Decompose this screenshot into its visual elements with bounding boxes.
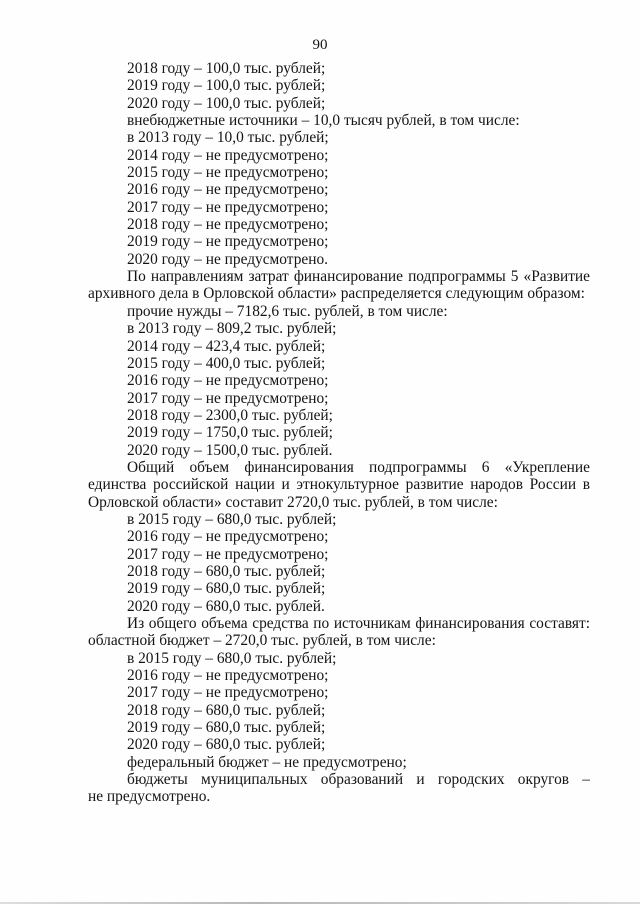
text-line: 2014 году – не предусмотрено; [127,146,329,164]
text-line: не предусмотрено. [88,788,211,806]
text-line: 2016 году – не предусмотрено; [127,181,329,199]
text-line: 2017 году – не предусмотрено; [127,389,329,407]
text-line: 2019 году – 100,0 тыс. рублей; [127,77,326,95]
text-line: в 2015 году – 680,0 тыс. рублей; [127,510,337,528]
paragraph-subprogram-6: Общий объем финансирования подпрограммы 6 «Укрепление единства российской нации и этнокультурное развитие народов России в Орловской области» составит 2720,0 тыс. рублей, в том числе: [88,458,590,511]
text-line: 2019 году – 680,0 тыс. рублей; [127,719,326,737]
text-line: 2019 году – 1750,0 тыс. рублей; [127,424,333,442]
text-line: в 2013 году – 809,2 тыс. рублей; [127,320,337,338]
text-line: 2017 году – не предусмотрено; [127,684,329,702]
text-line: в 2013 году – 10,0 тыс. рублей; [127,129,329,147]
text-line: 2020 году – не предусмотрено. [127,250,329,268]
text-line: 2018 году – 100,0 тыс. рублей; [127,60,326,77]
text-line: 2019 году – не предусмотрено; [127,233,329,251]
text-line: 2020 году – 100,0 тыс. рублей; [127,94,326,112]
scan-bottom-edge [0,902,640,904]
text-line: 2018 году – 680,0 тыс. рублей; [127,562,326,580]
text-line: 2020 году – 1500,0 тыс. рублей. [127,441,333,459]
paragraph-subprogram-5: По направлениям затрат финансирование подпрограммы 5 «Развитие архивного дела в Орловской области» распределяется следующим образом: [88,268,590,303]
text-line: 2020 году – 680,0 тыс. рублей. [127,597,325,615]
text-line: 2015 году – 400,0 тыс. рублей; [127,354,326,372]
paragraph-funding-sources: Из общего объема средства по источникам финансирования составят: областной бюджет – 2720,0 тыс. рублей, в том числе: [88,615,590,650]
text-line: 2015 году – не предусмотрено; [127,164,329,182]
text-line: 2016 году – не предусмотрено; [127,372,329,390]
page-number: 90 [312,37,328,53]
text-line: 2014 году – 423,4 тыс. рублей; [127,337,326,355]
text-line: 2017 году – не предусмотрено; [127,545,329,563]
text-line: 2018 году – не предусмотрено; [127,216,329,234]
text-line: в 2015 году – 680,0 тыс. рублей; [127,649,337,667]
paragraph-municipal-line: бюджеты муниципальных образований и городских округов – [127,771,590,789]
text-line: 2020 году – 680,0 тыс. рублей; [127,736,326,754]
text-line: внебюджетные источники – 10,0 тысяч рублей, в том числе: [127,112,520,130]
text-line: 2018 году – 680,0 тыс. рублей; [127,701,326,719]
text-line: 2019 году – 680,0 тыс. рублей; [127,580,326,598]
text-line: 2016 году – не предусмотрено; [127,667,329,685]
text-line: 2016 году – не предусмотрено; [127,528,329,546]
text-line: прочие нужды – 7182,6 тыс. рублей, в том числе: [127,302,448,320]
document-body [88,60,590,806]
text-line: федеральный бюджет – не предусмотрено; [127,753,407,771]
text-line: 2018 году – 2300,0 тыс. рублей; [127,406,333,424]
text-line: 2017 году – не предусмотрено; [127,198,329,216]
